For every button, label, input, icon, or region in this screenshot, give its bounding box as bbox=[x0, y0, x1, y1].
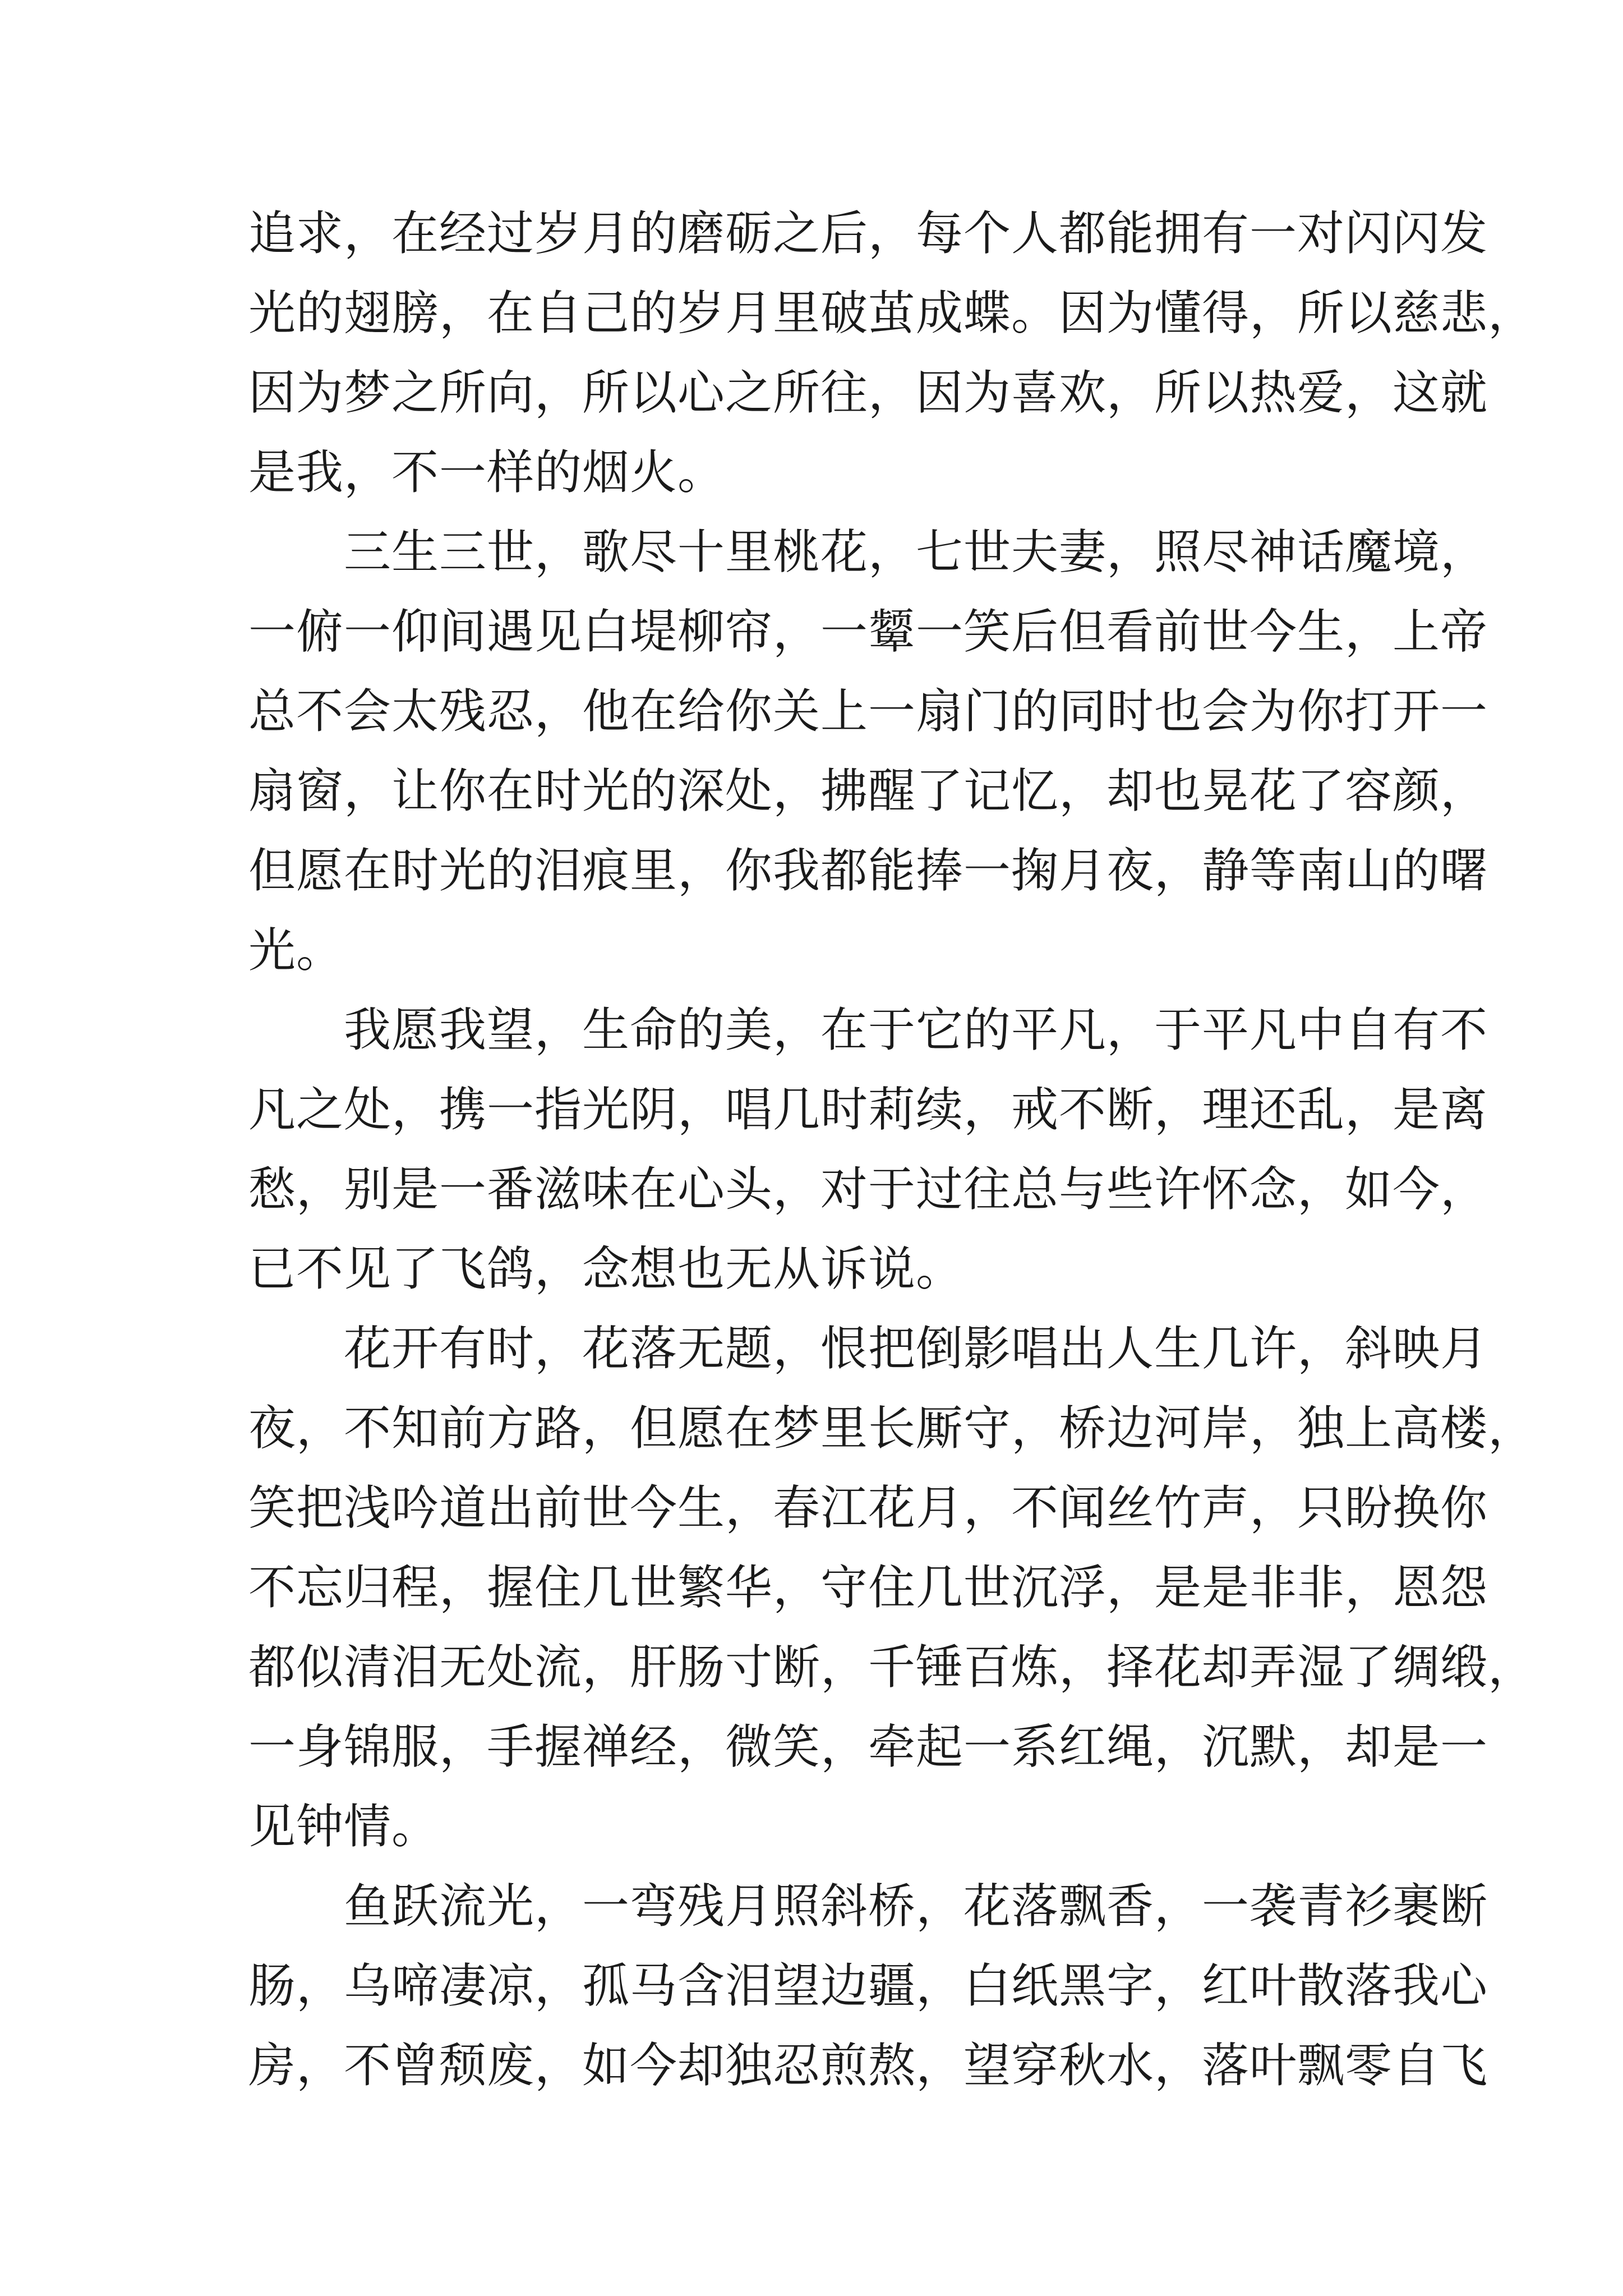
text-line: 鱼跃流光，一弯残月照斜桥，花落飘香，一袭青衫裹断 bbox=[344, 1879, 1488, 1934]
text-line: 笑把浅吟道出前世今生，春江花月，不闻丝竹声，只盼换你 bbox=[248, 1480, 1488, 1535]
text-line: 见钟情。 bbox=[248, 1799, 440, 1854]
text-line: 总不会太残忍，他在给你关上一扇门的同时也会为你打开一 bbox=[248, 684, 1488, 739]
text-line: 我愿我望，生命的美，在于它的平凡，于平凡中自有不 bbox=[344, 1002, 1488, 1057]
paragraph-5 bbox=[248, 1866, 1488, 2105]
text-line: 房，不曾颓废，如今却独忍煎熬，望穿秋水，落叶飘零自飞 bbox=[248, 2038, 1488, 2093]
text-line: 一俯一仰间遇见白堤柳帘，一颦一笑后但看前世今生，上帝 bbox=[248, 604, 1488, 659]
text-line: 因为梦之所向，所以心之所往，因为喜欢，所以热爱，这就 bbox=[248, 365, 1488, 420]
text-line: 已不见了飞鸽，念想也无从诉说。 bbox=[248, 1241, 964, 1296]
paragraph-3 bbox=[248, 990, 1488, 1309]
text-line: 三生三世，歌尽十里桃花，七世夫妻，照尽神话魔境， bbox=[344, 524, 1488, 579]
text-line: 但愿在时光的泪痕里，你我都能捧一掬月夜，静等南山的曙 bbox=[248, 843, 1488, 898]
paragraph-1 bbox=[248, 194, 1536, 512]
text-line: 扇窗，让你在时光的深处，拂醒了记忆，却也晃花了容颜， bbox=[248, 763, 1488, 818]
text-line: 不忘归程，握住几世繁华，守住几世沉浮，是是非非，恩怨 bbox=[248, 1560, 1488, 1615]
text-line: 光的翅膀，在自己的岁月里破茧成蝶。因为懂得，所以慈悲， bbox=[248, 286, 1536, 341]
text-line: 凡之处，携一指光阴，唱几时莉续，戒不断，理还乱，是离 bbox=[248, 1082, 1488, 1137]
paragraph-2 bbox=[248, 512, 1488, 990]
text-line: 夜，不知前方路，但愿在梦里长厮守，桥边河岸，独上高楼， bbox=[248, 1401, 1536, 1456]
text-line: 花开有时，花落无题，恨把倒影唱出人生几许，斜映月 bbox=[344, 1321, 1488, 1376]
text-line: 都似清泪无处流，肝肠寸断，千锤百炼，择花却弄湿了绸缎， bbox=[248, 1640, 1536, 1695]
text-line: 追求，在经过岁月的磨砺之后，每个人都能拥有一对闪闪发 bbox=[248, 206, 1488, 261]
paragraph-4 bbox=[248, 1309, 1536, 1866]
document-body bbox=[248, 194, 1536, 2105]
text-line: 光。 bbox=[248, 923, 344, 978]
text-line: 愁，别是一番滋味在心头，对于过往总与些许怀念，如今， bbox=[248, 1162, 1488, 1217]
text-line: 肠，乌啼凄凉，孤马含泪望边疆，白纸黑字，红叶散落我心 bbox=[248, 1958, 1488, 2013]
text-line: 一身锦服，手握禅经，微笑，牵起一系红绳，沉默，却是一 bbox=[248, 1719, 1488, 1774]
text-line: 是我，不一样的烟火。 bbox=[248, 445, 726, 500]
